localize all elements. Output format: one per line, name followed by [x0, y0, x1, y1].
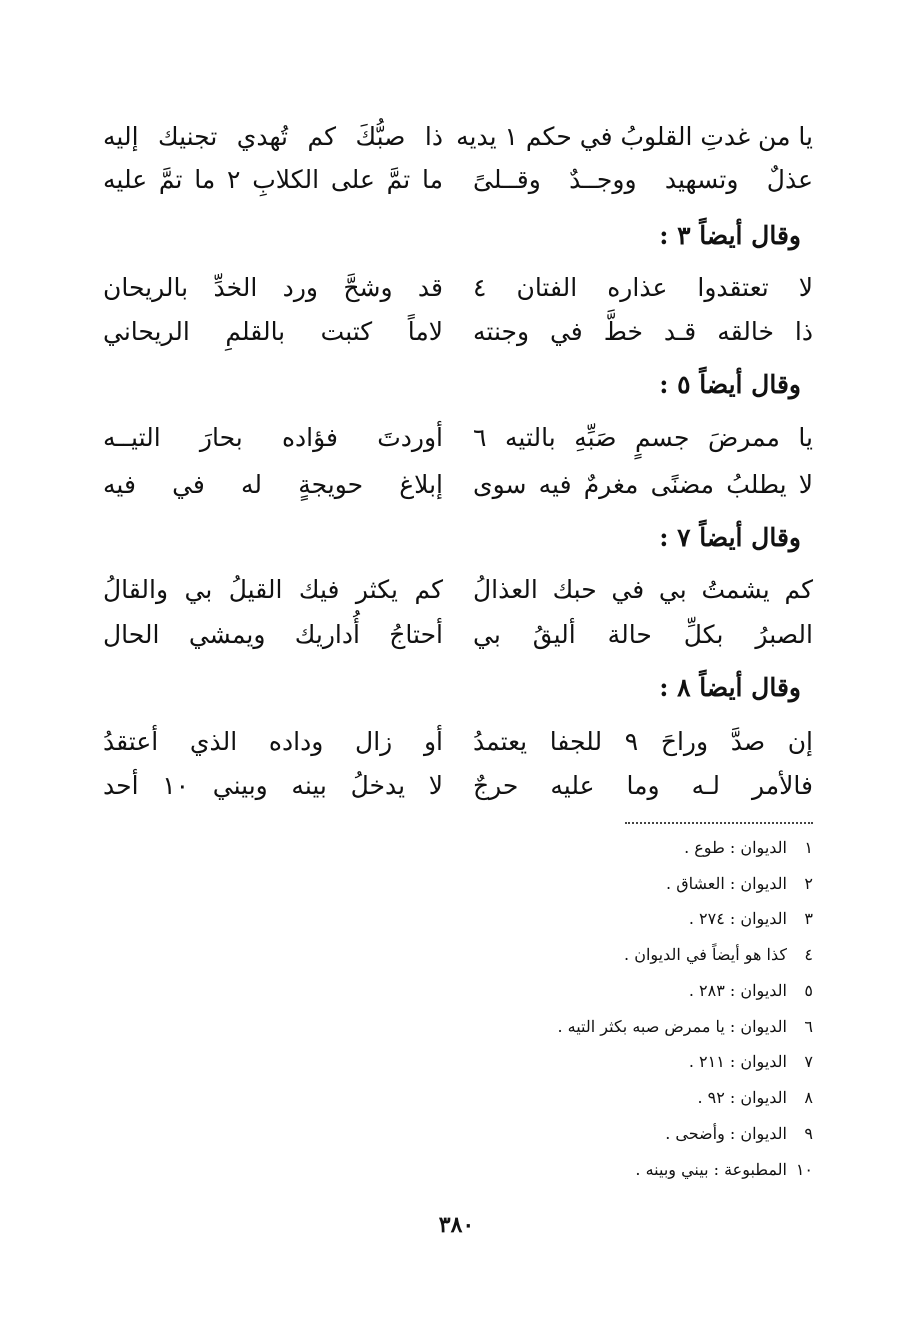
verse-10-hemistich-2: لا يدخلُ بينه وبيني ١٠ أحد: [103, 771, 443, 800]
footnote-1: [684, 836, 813, 860]
verse-10-hemistich-1: فالأمر لـه وما عليه حرجٌ: [473, 771, 813, 800]
footnote-text: الديوان : العشاق .: [666, 874, 787, 893]
verse-2-hemistich-1: عذلٌ وتسهيد ووجــدٌ وقــلىً: [473, 165, 813, 194]
footnote-separator: [625, 822, 813, 824]
footnote-text: الديوان : ٢٨٣ .: [688, 981, 787, 1000]
verse-5-hemistich-1: يا ممرضَ جسمٍ صَبِّهِ بالتيه ٦: [473, 423, 813, 452]
verse-9-hemistich-2: أو زال وداده الذي أعتقدُ: [103, 727, 443, 756]
footnote-text: المطبوعة : بيني وبينه .: [635, 1160, 787, 1179]
poem-intro-1: وقال أيضاً ٣ :: [659, 221, 801, 250]
verse-7-hemistich-2: كم يكثر فيك القيلُ بي والقالُ: [103, 575, 443, 604]
poem-intro-2: وقال أيضاً ٥ :: [659, 370, 801, 399]
verse-8-hemistich-1: الصبرُ بكلِّ حالة أليقُ بي: [473, 620, 813, 649]
footnote-text: الديوان : ٢١١ .: [688, 1052, 787, 1071]
footnote-number: ٩: [804, 1124, 813, 1143]
footnote-number: ٧: [804, 1052, 813, 1071]
poem-intro-3: وقال أيضاً ٧ :: [659, 523, 801, 552]
verse-1-hemistich-1: يا من غدتِ القلوبُ في حكم ١ يديه: [456, 122, 813, 151]
verse-4-hemistich-1: ذا خالقه قـد خطَّ في وجنته: [473, 317, 813, 346]
verse-6-hemistich-1: لا يطلبُ مضنًى مغرمٌ فيه سوى: [473, 470, 813, 499]
footnote-text: الديوان : وأضحى .: [665, 1124, 787, 1143]
verse-6-hemistich-2: إبلاغ حويجةٍ له في فيه: [103, 470, 443, 499]
footnote-number: ٦: [804, 1017, 813, 1036]
verse-3-hemistich-2: قد وشحَّ ورد الخدِّ بالريحان: [103, 273, 443, 302]
footnote-2: [666, 872, 813, 896]
footnote-text: الديوان : طوع .: [684, 838, 787, 857]
page-number: ٣٨٠: [438, 1212, 475, 1238]
footnote-10: [635, 1158, 813, 1182]
verse-3-hemistich-1: لا تعتقدوا عذاره الفتان ٤: [473, 273, 813, 302]
footnote-number: ٨: [804, 1088, 813, 1107]
footnote-number: ٢: [804, 874, 813, 893]
footnote-8: [697, 1086, 813, 1110]
footnote-number: ٣: [804, 909, 813, 928]
footnote-text: الديوان : ٢٧٤ .: [688, 909, 787, 928]
footnote-3: [689, 907, 813, 931]
poem-intro-4: وقال أيضاً ٨ :: [659, 673, 801, 702]
footnote-number: ٤: [804, 945, 813, 964]
verse-4-hemistich-2: لاماً كتبت بالقلمِ الريحاني: [103, 317, 443, 346]
footnote-text: كذا هو أيضاً في الديوان .: [624, 945, 787, 964]
footnote-text: الديوان : ٩٢ .: [697, 1088, 787, 1107]
footnote-number: ٥: [804, 981, 813, 1000]
verse-1-hemistich-2: ذا صبُّكَ كم تُهدي تجنيك إليه: [103, 122, 443, 151]
verse-7-hemistich-1: كم يشمتُ بي في حبك العذالُ: [473, 575, 813, 604]
verse-5-hemistich-2: أوردتَ فؤاده بحارَ التيــه: [103, 423, 443, 452]
footnote-number: ١٠: [795, 1160, 813, 1179]
footnote-text: الديوان : يا ممرض صبه بكثر التيه .: [557, 1017, 787, 1036]
footnote-7: [689, 1050, 813, 1074]
verse-8-hemistich-2: أحتاجُ أُداريك ويمشي الحال: [103, 620, 443, 649]
footnote-5: [689, 979, 813, 1003]
footnote-4: [624, 943, 813, 967]
verse-9-hemistich-1: إن صدَّ وراحَ ٩ للجفا يعتمدُ: [473, 727, 813, 756]
footnote-9: [665, 1122, 813, 1146]
footnote-6: [557, 1015, 813, 1039]
verse-2-hemistich-2: ما تمَّ على الكلابِ ٢ ما تمَّ عليه: [103, 165, 443, 194]
footnote-number: ١: [804, 838, 813, 857]
